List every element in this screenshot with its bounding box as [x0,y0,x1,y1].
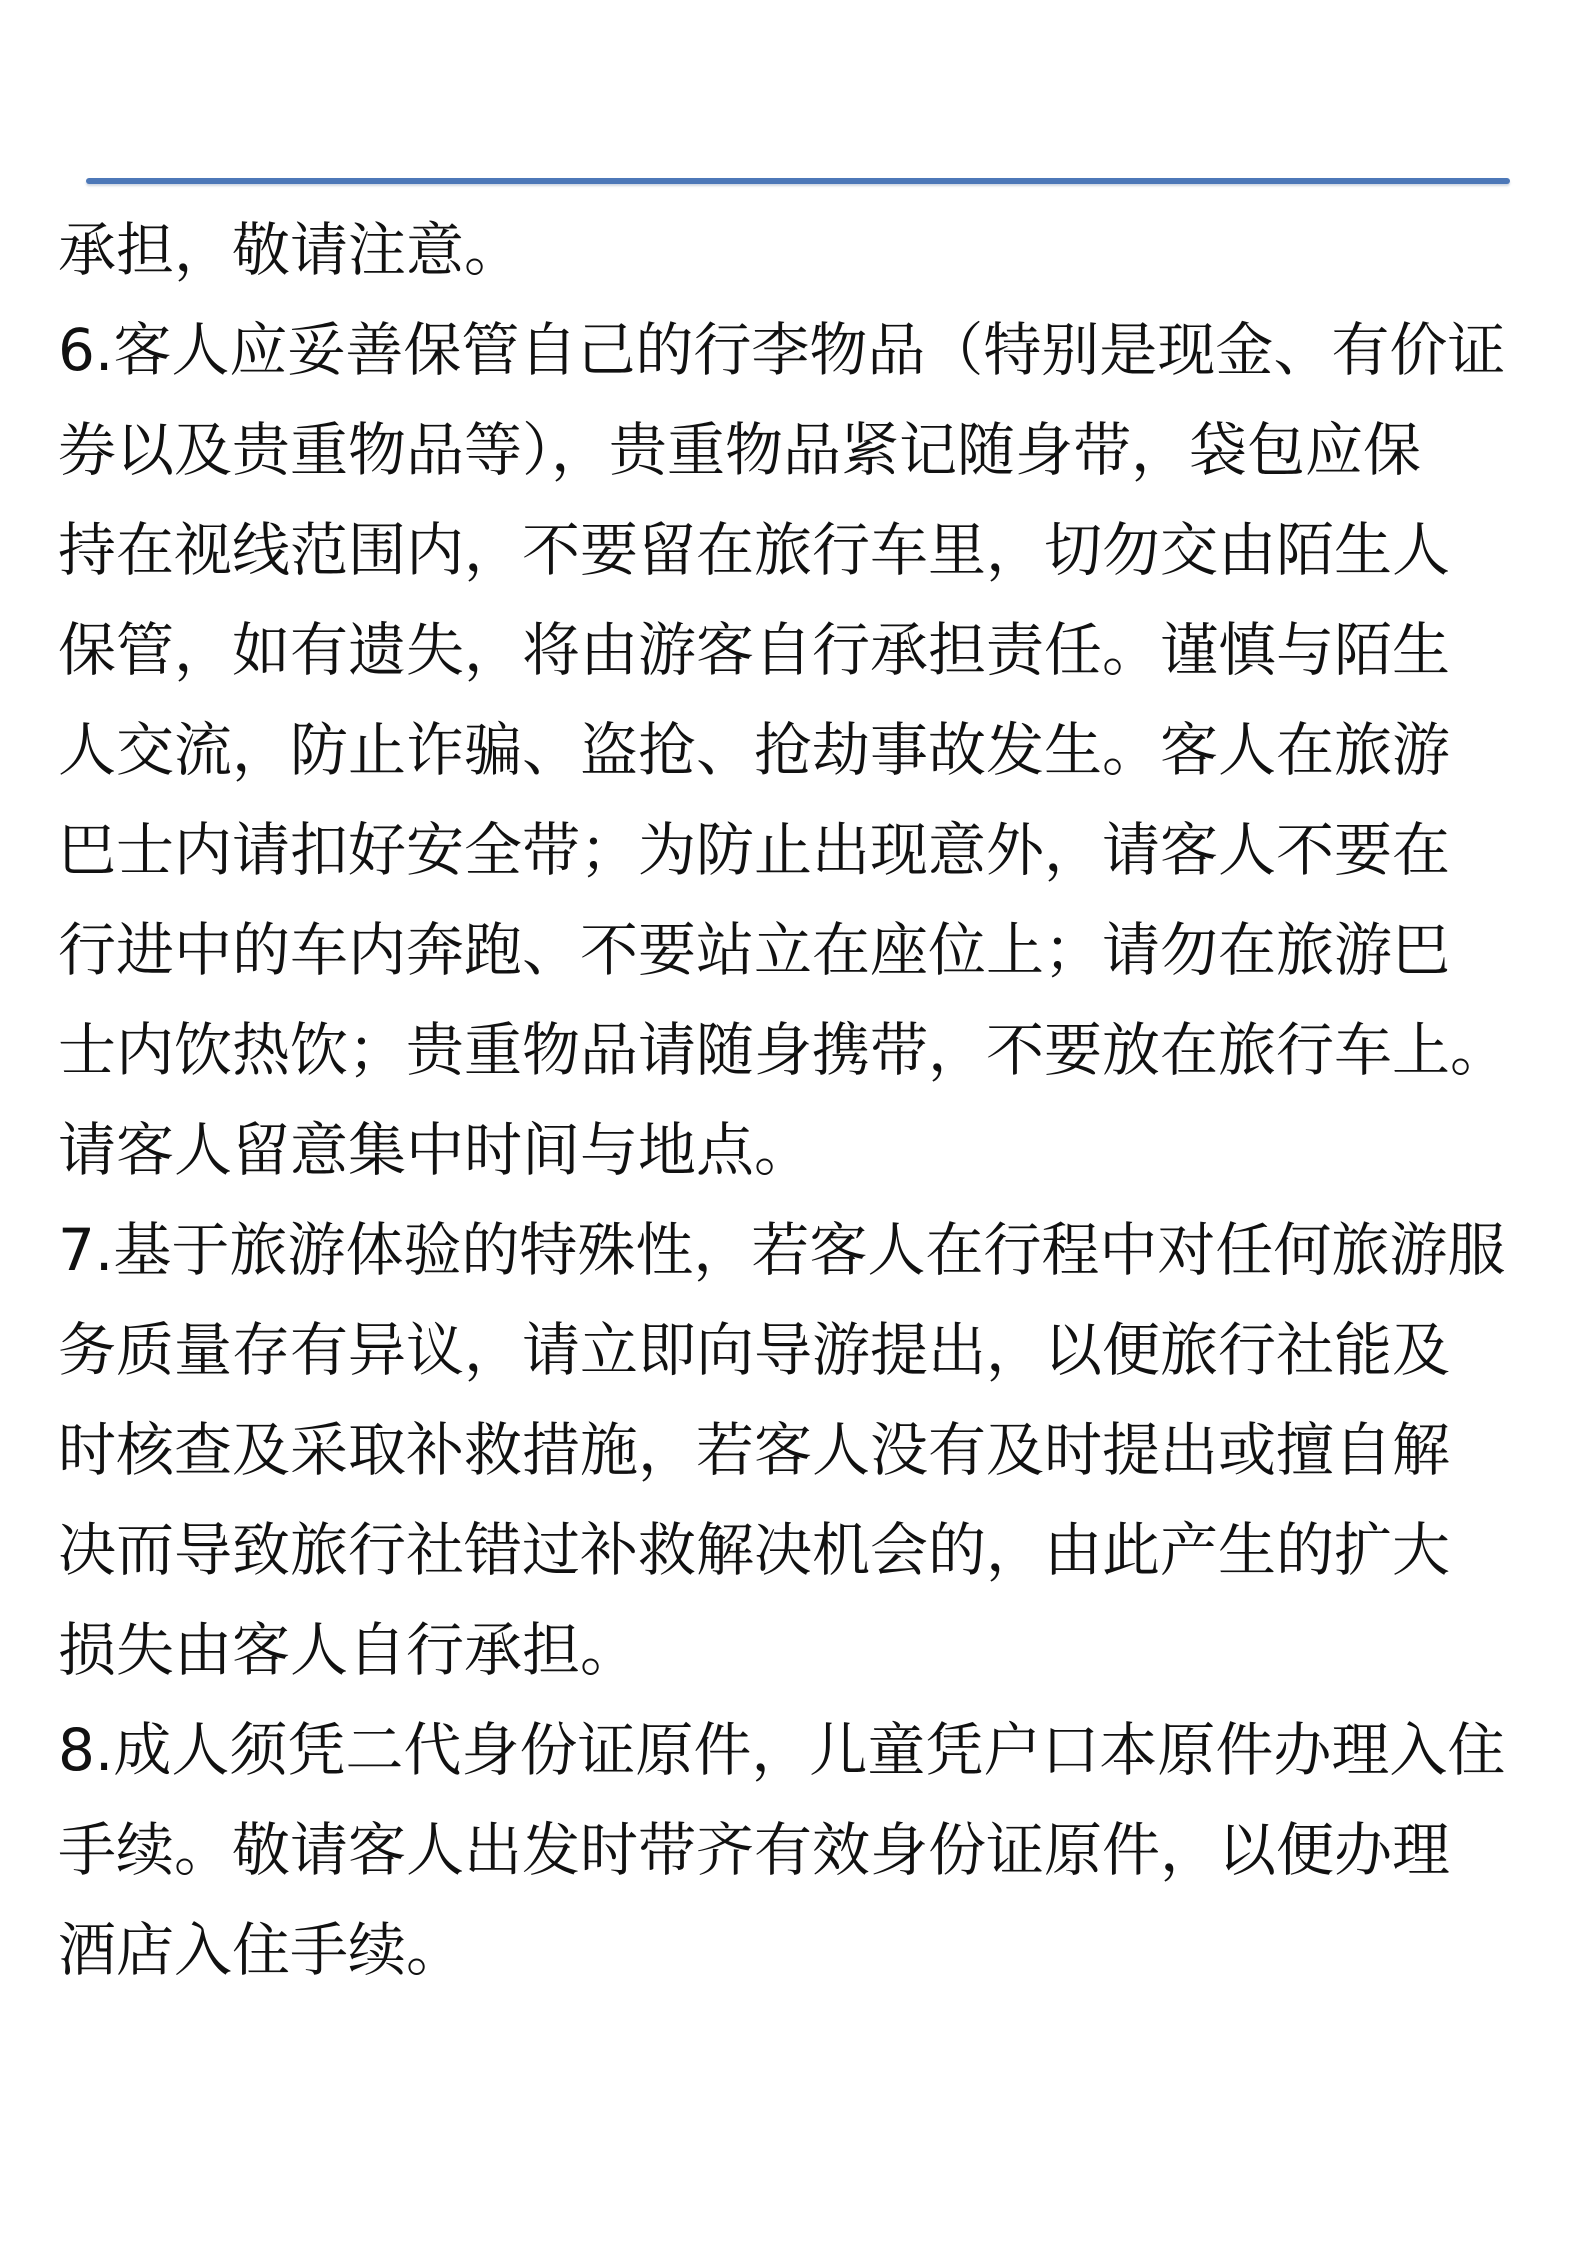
header-rule [86,178,1510,184]
text-line: 士内饮热饮；贵重物品请随身携带，不要放在旅行车上。 [58,1016,1509,1084]
text-line: 券以及贵重物品等），贵重物品紧记随身带，袋包应保 [58,416,1422,484]
text-line: 决而导致旅行社错过补救解决机会的，由此产生的扩大 [58,1516,1451,1584]
text-line: 7.基于旅游体验的特殊性，若客人在行程中对任何旅游服 [58,1216,1506,1284]
text-line: 6.客人应妥善保管自己的行李物品（特别是现金、有价证 [58,316,1506,384]
text-line: 请客人留意集中时间与地点。 [58,1116,813,1184]
text-line: 人交流，防止诈骗、盗抢、抢劫事故发生。客人在旅游 [58,716,1451,784]
text-line: 巴士内请扣好安全带；为防止出现意外，请客人不要在 [58,816,1451,884]
text-line: 承担，敬请注意。 [58,216,523,284]
text-line: 行进中的车内奔跑、不要站立在座位上；请勿在旅游巴 [58,916,1451,984]
document-body [58,200,1538,2000]
text-line: 损失由客人自行承担。 [58,1616,639,1684]
text-line: 酒店入住手续。 [58,1916,465,1984]
text-line: 保管，如有遗失，将由游客自行承担责任。谨慎与陌生 [58,616,1451,684]
text-line: 8.成人须凭二代身份证原件，儿童凭户口本原件办理入住 [58,1716,1506,1784]
text-line: 持在视线范围内，不要留在旅行车里，切勿交由陌生人 [58,516,1451,584]
text-line: 务质量存有异议，请立即向导游提出，以便旅行社能及 [58,1316,1451,1384]
text-line: 时核查及采取补救措施，若客人没有及时提出或擅自解 [58,1416,1451,1484]
text-line: 手续。敬请客人出发时带齐有效身份证原件，以便办理 [58,1816,1451,1884]
